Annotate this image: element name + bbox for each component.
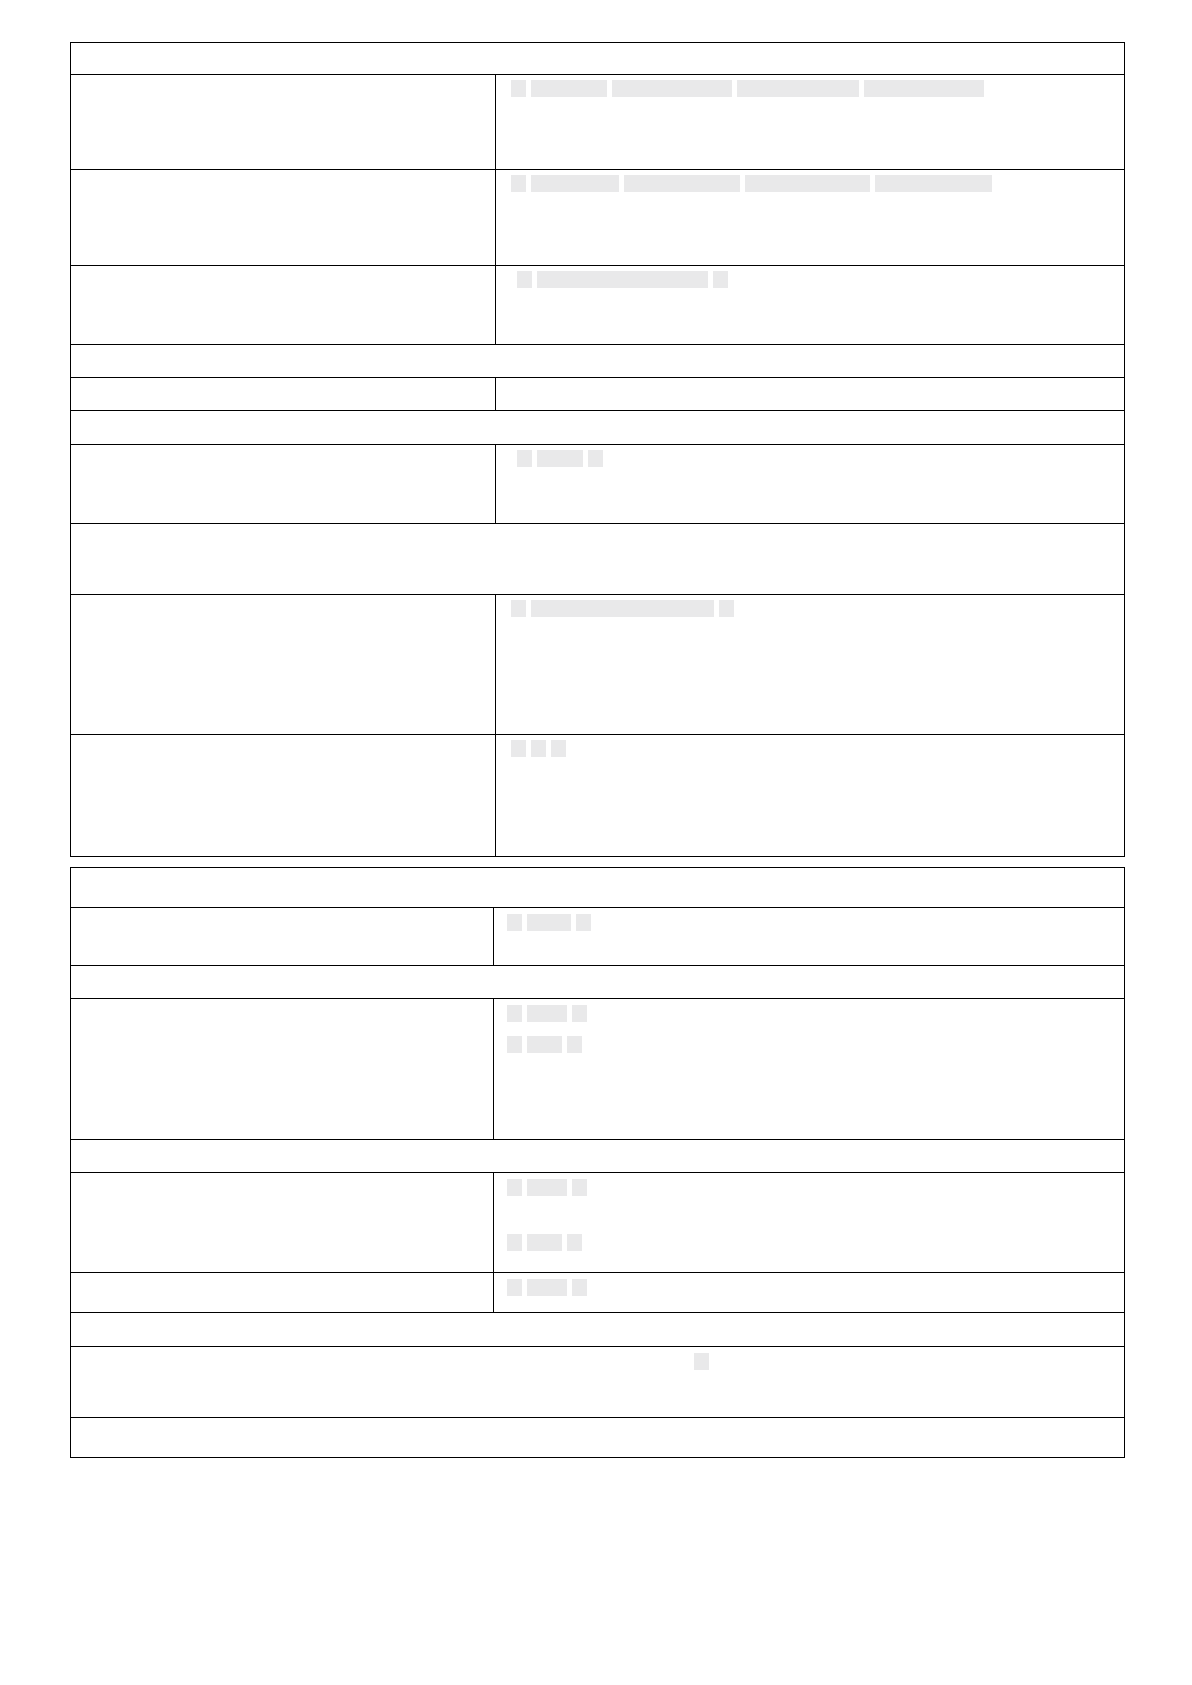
field-label-cell bbox=[71, 595, 496, 734]
section-one-header-row bbox=[71, 43, 1124, 75]
field-label-cell bbox=[71, 75, 496, 169]
field-label-cell bbox=[71, 999, 494, 1139]
field-label-cell bbox=[71, 1273, 494, 1312]
section-two-header-row bbox=[71, 868, 1124, 908]
field-label-cell bbox=[71, 735, 496, 856]
form-row bbox=[71, 445, 1124, 524]
field-label-cell bbox=[71, 170, 496, 265]
redacted-field-value bbox=[507, 1279, 587, 1296]
redacted-field-value bbox=[507, 1036, 582, 1053]
form-row bbox=[71, 266, 1124, 345]
form-row bbox=[71, 1173, 1124, 1273]
form-footer-row bbox=[71, 1418, 1124, 1457]
field-value-cell bbox=[495, 1173, 1124, 1272]
field-value-cell bbox=[497, 170, 1124, 265]
field-label-cell bbox=[71, 1173, 494, 1272]
form-section-two bbox=[70, 867, 1125, 1458]
redacted-field-value bbox=[694, 1353, 709, 1370]
redacted-field-value bbox=[507, 1234, 582, 1251]
redacted-field-value bbox=[511, 600, 734, 617]
field-value-cell bbox=[497, 445, 1124, 523]
redacted-field-value bbox=[511, 175, 992, 192]
form-row bbox=[71, 170, 1124, 266]
form-header-row bbox=[71, 345, 1124, 378]
form-row bbox=[71, 378, 1124, 411]
form-row bbox=[71, 735, 1124, 856]
field-label-cell bbox=[71, 378, 496, 410]
redacted-field-value bbox=[507, 914, 591, 931]
field-value-cell bbox=[497, 595, 1124, 734]
form-header-row bbox=[71, 1140, 1124, 1173]
form-header-row bbox=[71, 524, 1124, 595]
form-row bbox=[71, 75, 1124, 170]
field-value-cell bbox=[495, 908, 1124, 965]
form-row bbox=[71, 595, 1124, 735]
field-value-cell bbox=[497, 266, 1124, 344]
form-header-row bbox=[71, 966, 1124, 999]
field-label-cell bbox=[71, 445, 496, 523]
form-section-one bbox=[70, 42, 1125, 857]
form-row bbox=[71, 908, 1124, 966]
form-row bbox=[71, 1273, 1124, 1313]
form-row bbox=[71, 999, 1124, 1140]
form-header-row bbox=[71, 411, 1124, 445]
field-label-cell bbox=[71, 908, 494, 965]
redacted-field-value bbox=[517, 450, 603, 467]
redacted-field-value bbox=[511, 80, 984, 97]
field-value-cell bbox=[495, 999, 1124, 1139]
field-value-cell bbox=[497, 735, 1124, 856]
field-value-cell bbox=[497, 75, 1124, 169]
form-full-width-row bbox=[71, 1347, 1124, 1418]
form-header-row bbox=[71, 1313, 1124, 1347]
redacted-field-value bbox=[507, 1179, 587, 1196]
field-label-cell bbox=[71, 266, 496, 344]
redacted-field-value bbox=[507, 1005, 587, 1022]
redacted-field-value bbox=[511, 740, 566, 757]
field-value-cell bbox=[497, 378, 1124, 410]
redacted-field-value bbox=[517, 271, 728, 288]
field-value-cell bbox=[495, 1273, 1124, 1312]
